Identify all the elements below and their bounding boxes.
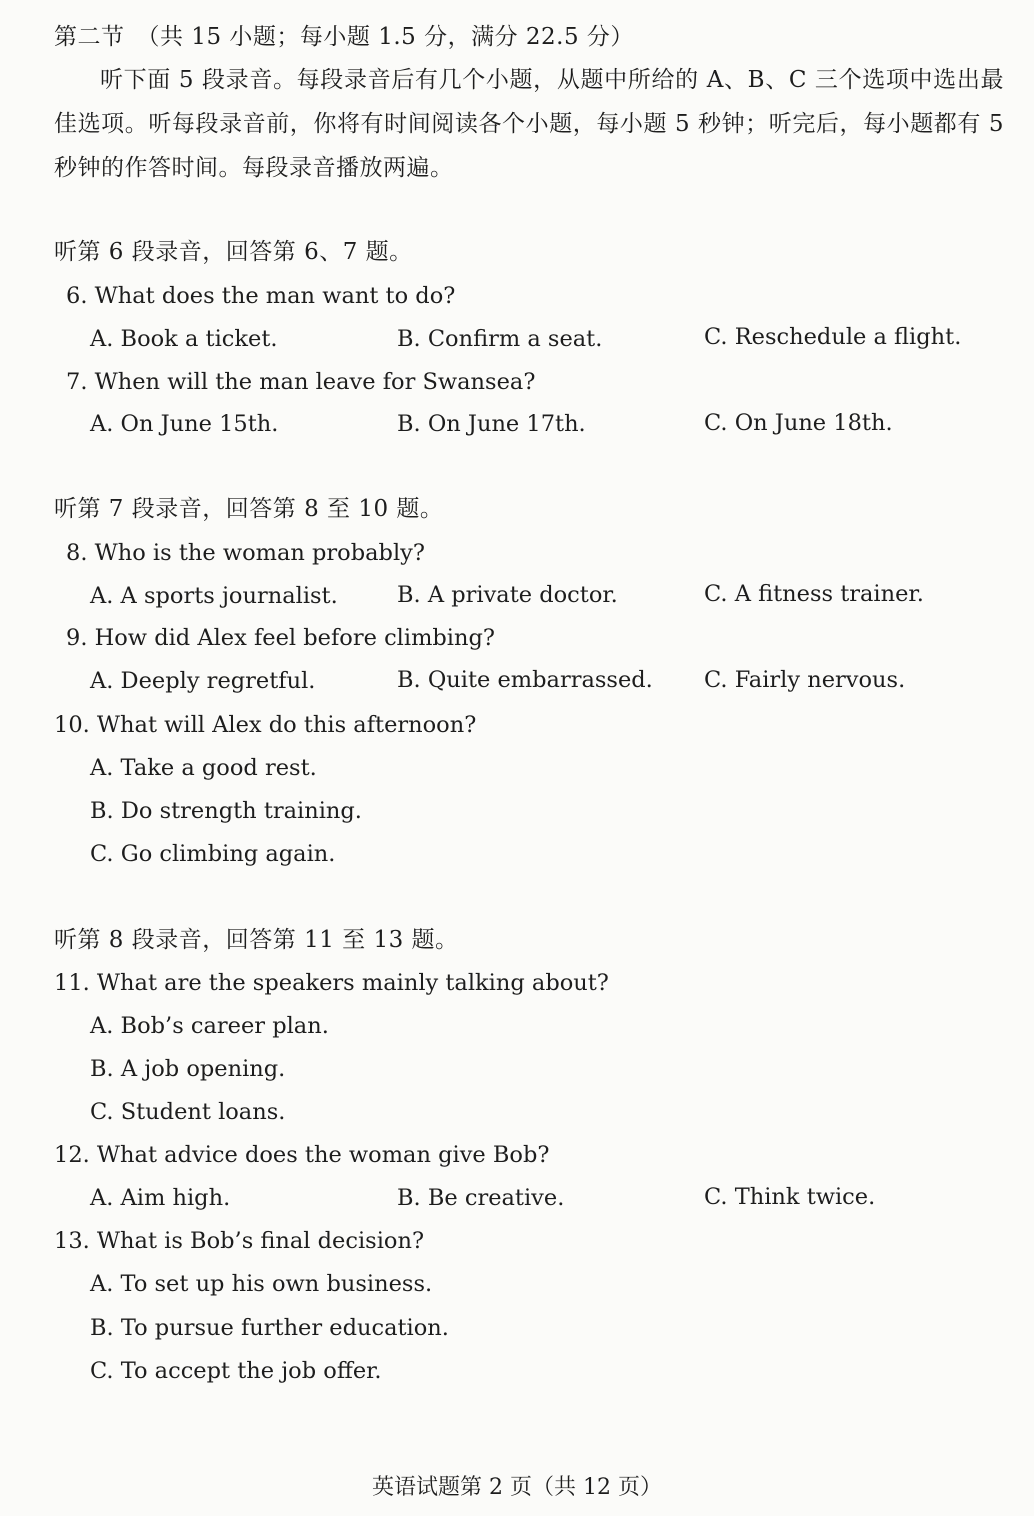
section-title: 第二节 （共 15 小题；每小题 1.5 分，满分 22.5 分）: [54, 24, 634, 50]
option-a: A. Aim high.: [90, 1185, 231, 1211]
option-c: C. Reschedule a flight.: [704, 324, 962, 350]
question-stem: 11. What are the speakers mainly talking about?: [54, 970, 609, 996]
option-c: C. Fairly nervous.: [704, 667, 906, 693]
option-b: B. To pursue further education.: [90, 1315, 449, 1341]
option-a: A. To set up his own business.: [90, 1271, 433, 1297]
option-b: B. Do strength training.: [90, 798, 362, 824]
option-c: C. Think twice.: [704, 1184, 876, 1210]
question-stem: 8. Who is the woman probably?: [66, 540, 425, 566]
option-c: C. Go climbing again.: [90, 841, 336, 867]
option-c: C. Student loans.: [90, 1099, 286, 1125]
group-heading: 听第 8 段录音，回答第 11 至 13 题。: [54, 927, 459, 953]
option-b: B. A job opening.: [90, 1056, 286, 1082]
option-a: A. Bob’s career plan.: [90, 1013, 329, 1039]
option-b: B. Be creative.: [397, 1185, 565, 1211]
question-stem: 13. What is Bob’s final decision?: [54, 1228, 425, 1254]
question-stem: 10. What will Alex do this afternoon?: [54, 712, 477, 738]
question-stem: 9. How did Alex feel before climbing?: [66, 625, 495, 651]
option-b: B. On June 17th.: [397, 411, 586, 437]
option-c: C. On June 18th.: [704, 410, 893, 436]
question-stem: 6. What does the man want to do?: [66, 283, 456, 309]
option-a: A. On June 15th.: [90, 411, 279, 437]
option-c: C. To accept the job offer.: [90, 1358, 382, 1384]
option-a: A. A sports journalist.: [90, 583, 338, 609]
question-stem: 7. When will the man leave for Swansea?: [66, 369, 536, 395]
option-b: B. Confirm a seat.: [397, 326, 603, 352]
option-b: B. Quite embarrassed.: [397, 667, 653, 693]
option-b: B. A private doctor.: [397, 582, 618, 608]
question-stem: 12. What advice does the woman give Bob?: [54, 1142, 550, 1168]
group-heading: 听第 7 段录音，回答第 8 至 10 题。: [54, 496, 444, 522]
option-a: A. Book a ticket.: [90, 326, 278, 352]
option-a: A. Deeply regretful.: [90, 668, 316, 694]
option-a: A. Take a good rest.: [90, 755, 317, 781]
page-footer: 英语试题第 2 页（共 12 页）: [372, 1475, 662, 1500]
option-c: C. A fitness trainer.: [704, 581, 924, 607]
group-heading: 听第 6 段录音，回答第 6、7 题。: [54, 239, 413, 265]
section-instructions: 听下面 5 段录音。每段录音后有几个小题，从题中所给的 A、B、C 三个选项中选出最佳选项。听每段录音前，你将有时间阅读各个小题，每小题 5 秒钟；听完后，每小题都有 5 秒钟的作答时间。每段录音播放两遍。: [54, 67, 1004, 181]
